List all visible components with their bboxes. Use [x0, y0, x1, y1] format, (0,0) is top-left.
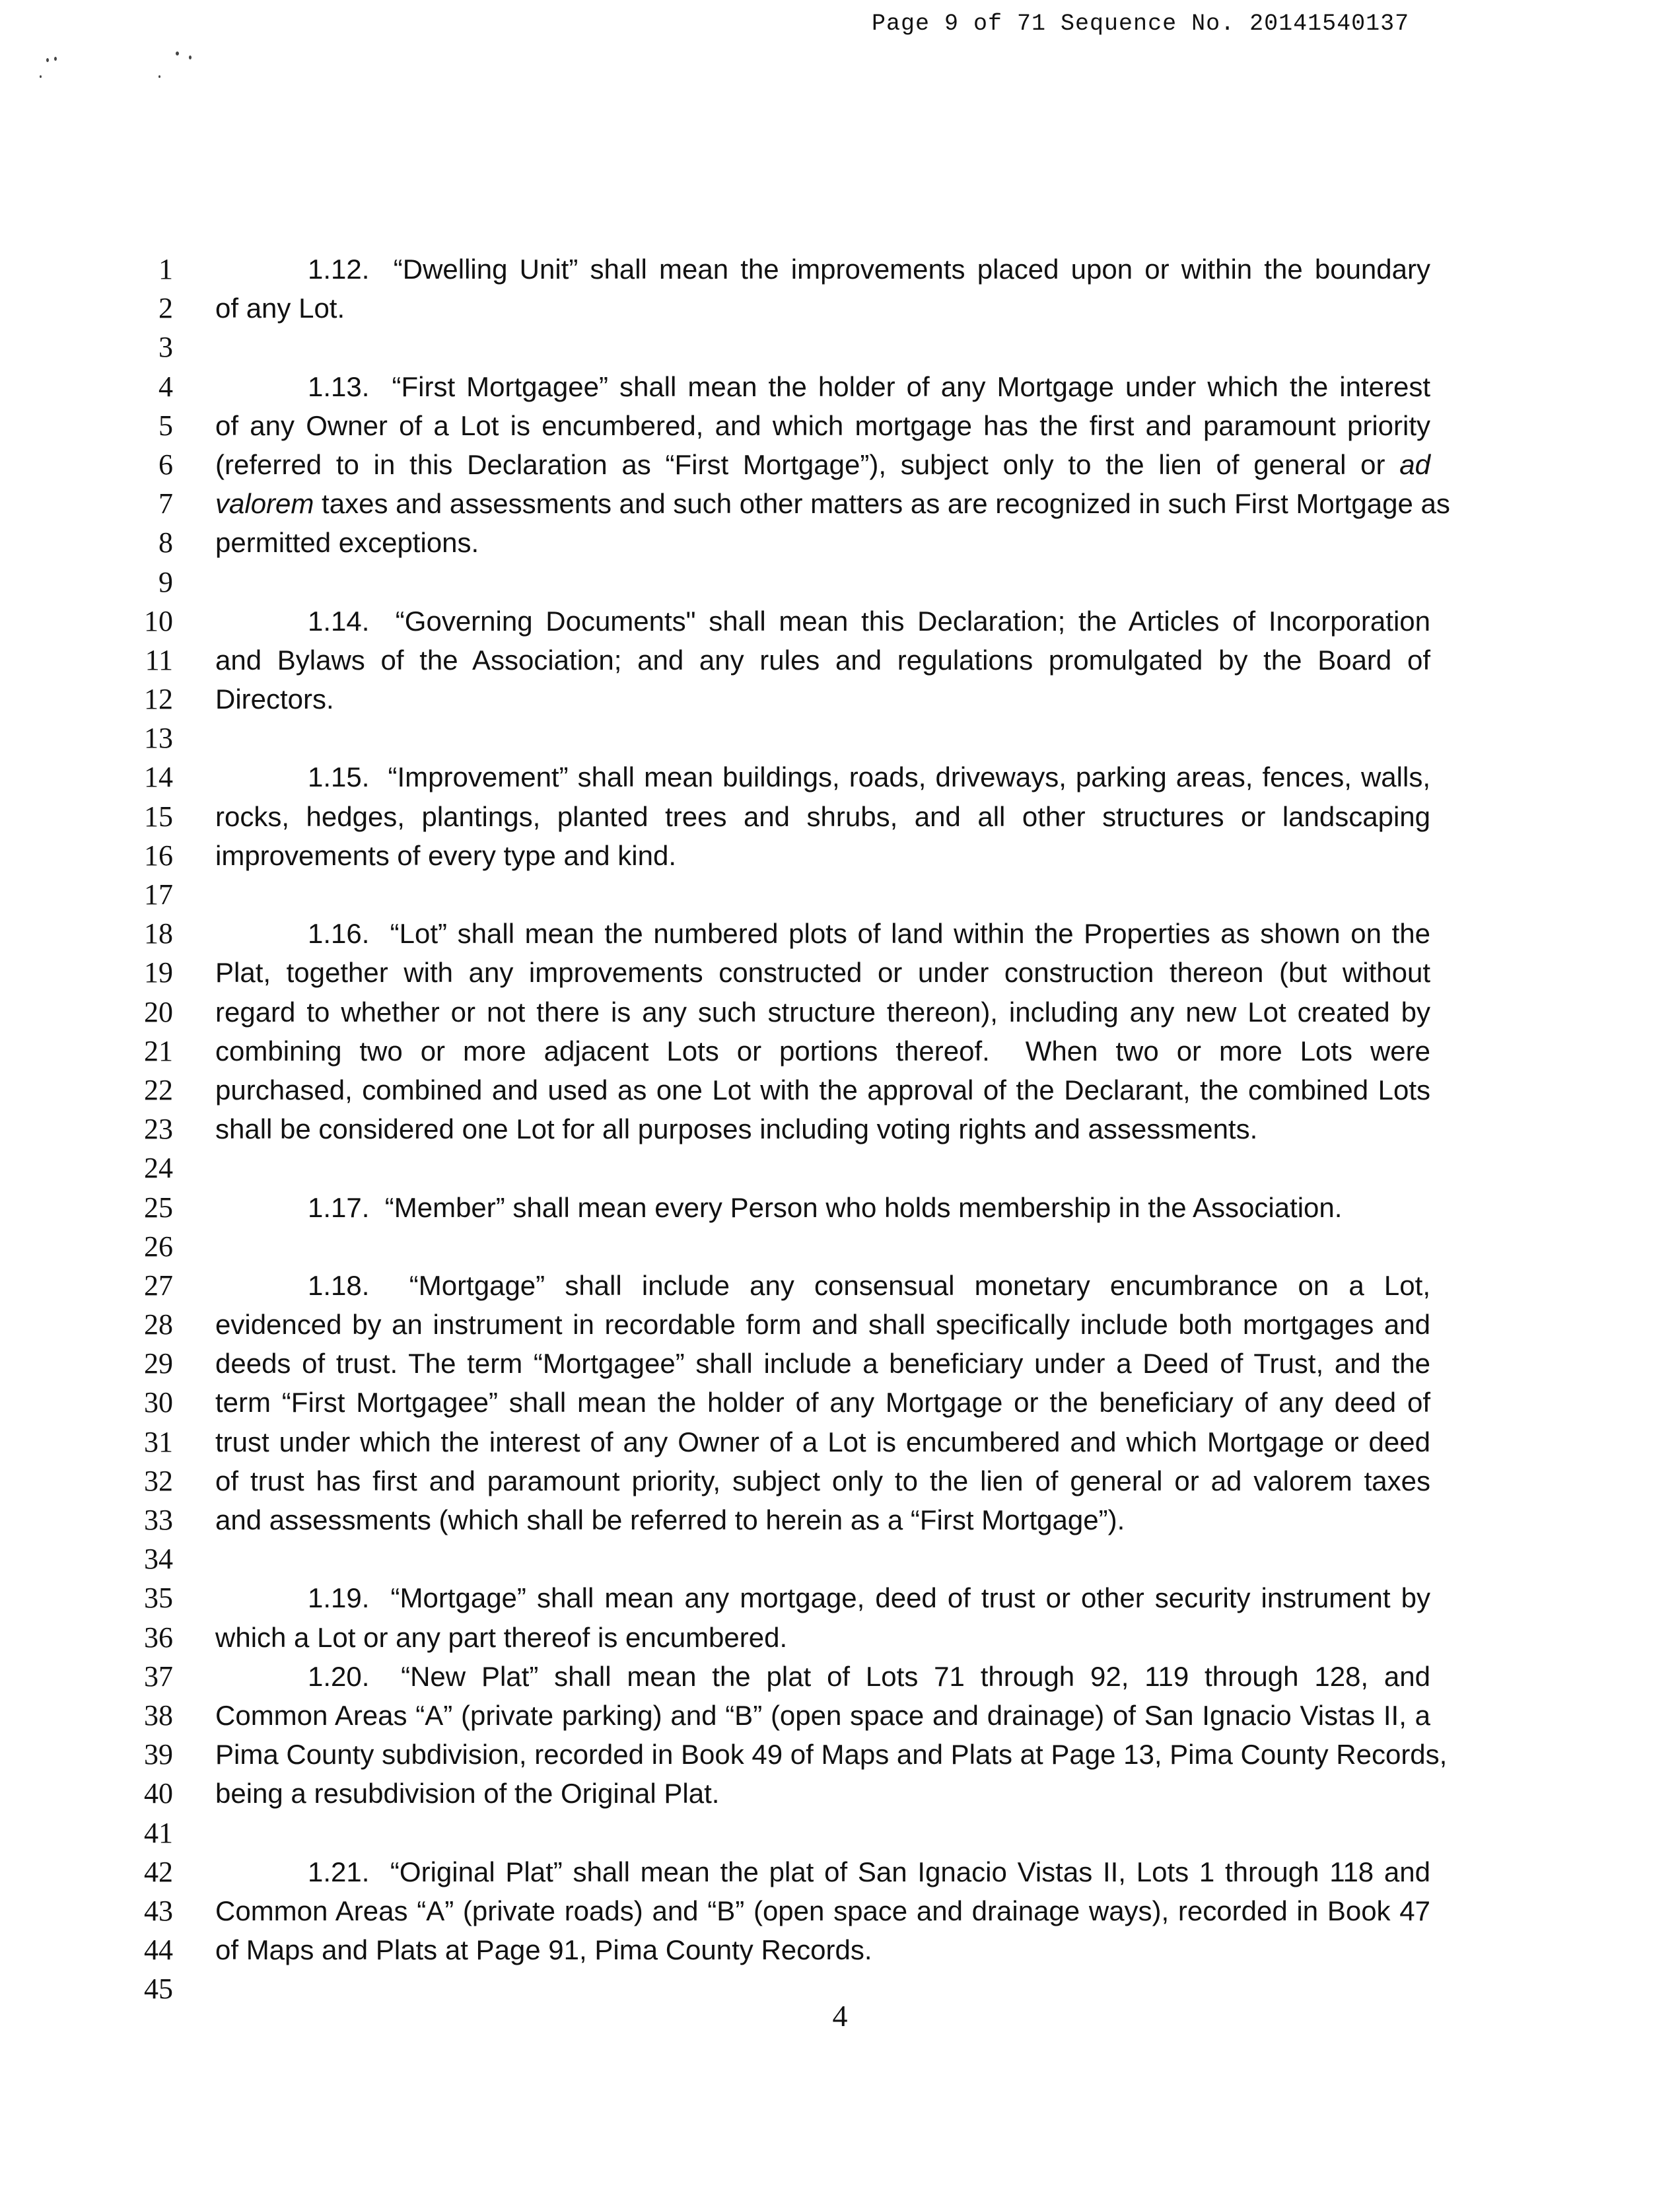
text-line: of trust has first and paramount priority, subject only to the lien of general or ad valorem taxes [215, 1465, 1430, 1496]
line-number: 25 [144, 1191, 173, 1224]
line-number: 24 [144, 1152, 173, 1185]
blank-line [215, 1539, 1430, 1578]
page-number: 4 [832, 1999, 848, 2033]
line-number: 22 [144, 1073, 173, 1106]
blank-line [215, 1148, 1430, 1187]
text-line: 1.20. “New Plat” shall mean the plat of Lots 71 through 92, 119 through 128, and [308, 1660, 1430, 1692]
blank-line [215, 875, 1430, 914]
blank-line [215, 1813, 1430, 1852]
blank-line [215, 328, 1430, 367]
line-number: 1 [158, 253, 173, 285]
line-number: 34 [144, 1543, 173, 1576]
line-number: 42 [144, 1855, 173, 1888]
text-line: Common Areas “A” (private roads) and “B” (open space and drainage ways), recorded in Book 47 [215, 1895, 1430, 1926]
line-number: 10 [144, 604, 173, 637]
text-line: which a Lot or any part thereof is encumbered. [215, 1621, 788, 1653]
text-line: 1.21. “Original Plat” shall mean the plat of San Ignacio Vistas II, Lots 1 through 118 and [308, 1856, 1430, 1887]
speck [46, 58, 49, 62]
text-line: 1.16. “Lot” shall mean the numbered plots of land within the Properties as shown on the [308, 918, 1430, 950]
text-line: shall be considered one Lot for all purposes including voting rights and assessments. [215, 1113, 1258, 1145]
text-line: improvements of every type and kind. [215, 839, 677, 871]
line-number: 19 [144, 956, 173, 989]
line-number: 37 [144, 1660, 173, 1693]
line-number: 17 [144, 878, 173, 911]
line-number: 35 [144, 1582, 173, 1615]
scan-specks [40, 46, 211, 92]
line-number: 33 [144, 1504, 173, 1536]
line-number: 16 [144, 839, 173, 872]
line-number: 43 [144, 1894, 173, 1927]
text-line: trust under which the interest of any Owner of a Lot is encumbered and which Mortgage or deed [215, 1426, 1430, 1457]
text-line: of any Owner of a Lot is encumbered, and which mortgage has the first and paramount priority [215, 409, 1430, 441]
text-line: 1.18. “Mortgage” shall include any consensual monetary encumbrance on a Lot, [308, 1269, 1430, 1301]
line-number: 8 [158, 526, 173, 559]
text-line: 1.12. “Dwelling Unit” shall mean the improvements placed upon or within the boundary [308, 254, 1430, 285]
line-number: 9 [158, 565, 173, 598]
text-line: purchased, combined and used as one Lot with the approval of the Declarant, the combined Lots [215, 1074, 1430, 1106]
blank-line [215, 719, 1430, 757]
blank-line [215, 1227, 1430, 1266]
line-number: 12 [144, 683, 173, 716]
line-number: 27 [144, 1269, 173, 1302]
line-number: 41 [144, 1816, 173, 1849]
line-number: 44 [144, 1934, 173, 1967]
text-line: and Bylaws of the Association; and any rules and regulations promulgated by the Board of [215, 644, 1430, 676]
speck [189, 55, 192, 59]
text-line: 1.19. “Mortgage” shall mean any mortgage, deed of trust or other security instrument by [308, 1582, 1430, 1614]
text-line: 1.15. “Improvement” shall mean buildings, roads, driveways, parking areas, fences, walls, [308, 761, 1430, 793]
text-line: combining two or more adjacent Lots or portions thereof. When two or more Lots were [215, 1035, 1430, 1067]
line-number: 40 [144, 1777, 173, 1810]
text-line: Pima County subdivision, recorded in Book 49 of Maps and Plats at Page 13, Pima County Records, [215, 1739, 1448, 1771]
speck [158, 75, 160, 78]
line-number: 21 [144, 1034, 173, 1067]
text-line: term “First Mortgagee” shall mean the holder of any Mortgage or the beneficiary of any deed of [215, 1387, 1430, 1419]
line-number: 6 [158, 448, 173, 481]
line-number: 13 [144, 722, 173, 755]
line-number: 20 [144, 995, 173, 1028]
document-body [215, 250, 1450, 2008]
line-number: 36 [144, 1621, 173, 1654]
text-line: Directors. [215, 684, 334, 715]
text-line: 1.14. “Governing Documents" shall mean this Declaration; the Articles of Incorporation [308, 605, 1430, 637]
line-number: 5 [158, 409, 173, 442]
text-line: of Maps and Plats at Page 91, Pima County Records. [215, 1934, 872, 1966]
line-number: 14 [144, 761, 173, 794]
blank-line [215, 563, 1430, 602]
text-line: Plat, together with any improvements constructed or under construction thereon (but without [215, 957, 1430, 989]
speck [54, 57, 57, 61]
line-number: 23 [144, 1113, 173, 1146]
line-number: 39 [144, 1738, 173, 1771]
speck [176, 52, 179, 55]
text-line: Common Areas “A” (private parking) and “B” (open space and drainage) of San Ignacio Vistas II, a [215, 1699, 1430, 1731]
line-number: 29 [144, 1347, 173, 1380]
text-line: valorem taxes and assessments and such other matters as are recognized in such First Mortgage as [215, 488, 1450, 520]
line-number: 7 [158, 487, 173, 520]
text-line: permitted exceptions. [215, 527, 479, 559]
line-number: 32 [144, 1464, 173, 1497]
text-line: 1.13. “First Mortgagee” shall mean the holder of any Mortgage under which the interest [308, 370, 1430, 402]
line-number: 2 [158, 292, 173, 325]
line-number: 38 [144, 1699, 173, 1732]
text-line: being a resubdivision of the Original Plat. [215, 1778, 720, 1809]
page-header: Page 9 of 71 Sequence No. 20141540137 [872, 11, 1410, 37]
text-line: of any Lot. [215, 293, 345, 324]
line-number: 45 [144, 1973, 173, 2006]
text-line: and assessments (which shall be referred to herein as a “First Mortgage”). [215, 1504, 1125, 1535]
line-number: 26 [144, 1230, 173, 1263]
speck [40, 75, 42, 78]
line-number: 18 [144, 917, 173, 950]
line-number: 11 [145, 643, 173, 676]
line-number-column [0, 250, 173, 2008]
text-line: deeds of trust. The term “Mortgagee” shall include a beneficiary under a Deed of Trust, and the [215, 1348, 1430, 1380]
text-line: 1.17. “Member” shall mean every Person who holds membership in the Association. [308, 1191, 1343, 1223]
line-number: 31 [144, 1425, 173, 1458]
line-number: 30 [144, 1386, 173, 1419]
line-number: 4 [158, 370, 173, 403]
text-line: evidenced by an instrument in recordable form and shall specifically include both mortgages and [215, 1309, 1430, 1341]
line-number: 15 [144, 800, 173, 833]
line-number: 28 [144, 1308, 173, 1341]
text-line: rocks, hedges, plantings, planted trees and shrubs, and all other structures or landscaping [215, 800, 1430, 832]
text-line: regard to whether or not there is any such structure thereon), including any new Lot created by [215, 996, 1430, 1028]
line-number: 3 [158, 331, 173, 364]
text-line: (referred to in this Declaration as “First Mortgage”), subject only to the lien of general or ad [215, 448, 1430, 480]
